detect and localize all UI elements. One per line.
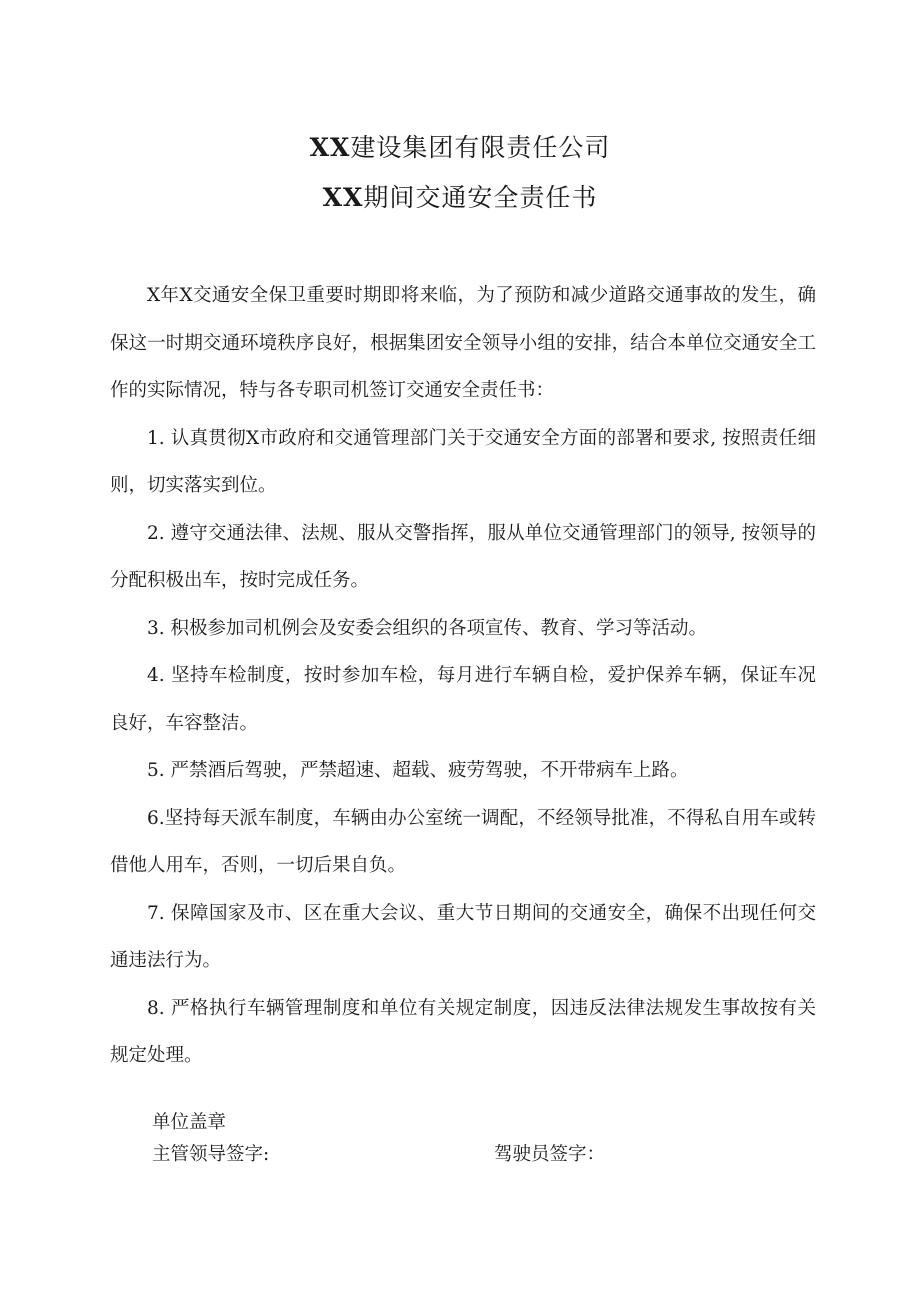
document-title xyxy=(0,178,920,214)
document-body xyxy=(110,272,816,1080)
supervisor-sign-label: 主管领导签字: xyxy=(152,1144,270,1165)
company-title xyxy=(0,128,920,164)
clause-item-5: 5. 严禁酒后驾驶，严禁超速、超载、疲劳驾驶，不开带病车上路。 xyxy=(147,760,689,781)
clause-item-3: 3. 积极参加司机例会及安委会组织的各项宣传、教育、学习等活动。 xyxy=(147,617,708,639)
document-title-text: 期间交通安全责任书 xyxy=(363,183,598,212)
clause-item-6: 6.坚持每天派车制度，车辆由办公室统一调配，不经领导批准，不得私自用车或转借他人用车，否则，一切后果自负。 xyxy=(110,807,816,876)
clause-item-8: 8. 严格执行车辆管理制度和单位有关规定制度，因违反法律法规发生事故按有关规定处理。 xyxy=(110,997,816,1066)
driver-sign-label: 驾驶员签字： xyxy=(494,1144,606,1165)
company-title-text: 建设集团有限责任公司 xyxy=(350,133,611,162)
clause-item-7: 7. 保障国家及市、区在重大会议、重大节日期间的交通安全，确保不出现任何交通违法行为。 xyxy=(110,902,816,971)
intro-paragraph: X年X交通安全保卫重要时期即将来临，为了预防和减少道路交通事故的发生，确保这一时期交通环境秩序良好，根据集团安全领导小组的安排，结合本单位交通安全工作的实际情况，特与各专职司机签订交通安全责任书： xyxy=(110,285,816,401)
clause-item-4: 4. 坚持车检制度，按时参加车检，每月进行车辆自检，爱护保养车辆，保证车况良好，车容整洁。 xyxy=(110,665,816,734)
clause-item-2: 2. 遵守交通法律、法规、服从交警指挥，服从单位交通管理部门的领导, 按领导的分配积极出车，按时完成任务。 xyxy=(110,522,816,591)
document-title-prefix: XX xyxy=(322,183,364,212)
clause-item-1: 1. 认真贯彻X市政府和交通管理部门关于交通安全方面的部署和要求, 按照责任细则，切实落实到位。 xyxy=(110,427,816,496)
signature-row xyxy=(152,1140,712,1170)
unit-stamp-label: 单位盖章 xyxy=(152,1112,227,1133)
company-title-prefix: XX xyxy=(309,133,351,162)
